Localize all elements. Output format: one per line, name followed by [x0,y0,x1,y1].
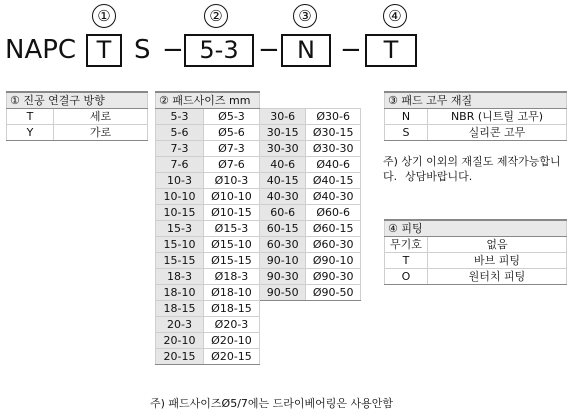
pad-size-dim: Ø15-10 [203,237,259,253]
table-row [156,317,361,333]
code-dash-2: − [258,35,280,65]
pad-size-dim: Ø40-6 [306,157,361,173]
table-row [156,109,361,125]
pad-size-code: 60-30 [260,237,306,253]
code-box-material: N [281,34,331,67]
pad-size-code: 15-10 [156,237,204,253]
pad-size-code: 30-30 [260,141,306,157]
material-code: S [385,125,428,141]
pad-size-code: 10-10 [156,189,204,205]
fitting-code: T [385,253,428,269]
pad-size-dim: Ø15-15 [203,253,259,269]
pad-size-code: 7-6 [156,157,204,173]
pad-size-code: 5-3 [156,109,204,125]
pad-size-dim: Ø30-30 [306,141,361,157]
code-letter-s: S [134,35,151,65]
pad-size-note: 주) 패드사이즈Ø5/7에는 드라이베어링은 사용안함 [150,397,394,410]
marker-4: ④ [383,4,407,28]
empty-cell [306,301,361,317]
pad-size-dim: Ø10-3 [203,173,259,189]
empty-cell [306,349,361,365]
table-row [156,205,361,221]
code-box-connection: T [86,34,122,67]
pad-size-code: 60-6 [260,205,306,221]
pad-size-dim: Ø18-10 [203,285,259,301]
pad-size-code: 20-3 [156,317,204,333]
pad-size-dim: Ø18-3 [203,269,259,285]
material-code: N [385,109,428,125]
pad-size-dim: Ø18-15 [203,301,259,317]
table-row [385,269,567,285]
fitting-code: O [385,269,428,285]
pad-size-table-title: ② 패드사이즈 mm [156,92,260,109]
table-row [385,109,567,125]
pad-size-dim: Ø10-10 [203,189,259,205]
pad-size-dim: Ø20-10 [203,333,259,349]
model-code [0,0,572,80]
pad-size-dim: Ø30-15 [306,125,361,141]
pad-size-code: 10-3 [156,173,204,189]
table-row [156,333,361,349]
pad-size-table [155,91,361,365]
pad-size-code: 60-15 [260,221,306,237]
pad-size-dim: Ø60-15 [306,221,361,237]
table-row [156,269,361,285]
code-box-pad-size: 5-3 [184,34,254,67]
table-row [156,157,361,173]
pad-size-dim: Ø5-6 [203,125,259,141]
fitting-desc: 원터치 피팅 [428,269,567,285]
material-note-line1: 주) 상기 이외의 재질도 제작가능합니다. [383,155,561,183]
table-row [385,125,567,141]
pad-size-dim: Ø40-15 [306,173,361,189]
table-row [156,141,361,157]
fitting-desc: 없음 [428,237,567,253]
material-note-line2: 상담바랍니다. [405,170,473,183]
pad-size-dim: Ø40-30 [306,189,361,205]
code-dash-1: − [162,35,184,65]
pad-size-dim: Ø7-3 [203,141,259,157]
empty-cell [260,333,306,349]
pad-size-dim: Ø15-3 [203,221,259,237]
connection-desc: 세로 [54,109,148,125]
pad-size-dim: Ø60-30 [306,237,361,253]
pad-size-code: 18-10 [156,285,204,301]
connection-table-title: ① 진공 연결구 방향 [7,92,148,109]
pad-size-dim: Ø5-3 [203,109,259,125]
connection-code: Y [7,125,54,141]
empty-cell [306,317,361,333]
code-box-fitting: T [365,34,417,67]
pad-size-code: 18-15 [156,301,204,317]
marker-3: ③ [293,4,317,28]
pad-size-code: 40-15 [260,173,306,189]
table-row [385,237,567,253]
fitting-table [384,219,567,285]
material-desc: NBR (니트릴 고무) [428,109,567,125]
marker-2: ② [204,4,228,28]
empty-cell [260,349,306,365]
pad-size-dim: Ø20-3 [203,317,259,333]
pad-size-code: 40-30 [260,189,306,205]
table-row [156,301,361,317]
pad-size-code: 20-15 [156,349,204,365]
pad-size-dim: Ø60-6 [306,205,361,221]
table-row [156,189,361,205]
connection-code: T [7,109,54,125]
empty-cell [260,317,306,333]
table-row [156,125,361,141]
fitting-code: 무기호 [385,237,428,253]
material-desc: 실리콘 고무 [428,125,567,141]
pad-size-code: 18-3 [156,269,204,285]
fitting-desc: 바브 피팅 [428,253,567,269]
model-prefix: NAPC [5,35,77,65]
pad-size-dim: Ø30-6 [306,109,361,125]
pad-size-dim: Ø90-50 [306,285,361,301]
pad-size-code: 5-6 [156,125,204,141]
pad-size-dim: Ø90-10 [306,253,361,269]
pad-size-code: 30-15 [260,125,306,141]
table-row [156,285,361,301]
pad-size-dim: Ø7-6 [203,157,259,173]
table-row [7,109,148,125]
table-row [156,173,361,189]
material-table [384,91,567,141]
pad-size-code: 90-30 [260,269,306,285]
marker-1: ① [92,4,116,28]
connection-desc: 가로 [54,125,148,141]
pad-size-code: 90-10 [260,253,306,269]
table-row [156,221,361,237]
table-row [7,125,148,141]
pad-size-code: 15-15 [156,253,204,269]
pad-size-dim: Ø20-15 [203,349,259,365]
pad-size-code: 90-50 [260,285,306,301]
pad-size-dim: Ø90-30 [306,269,361,285]
table-row [156,237,361,253]
pad-size-dim: Ø10-15 [203,205,259,221]
empty-cell [260,301,306,317]
table-row [156,349,361,365]
pad-size-code: 30-6 [260,109,306,125]
table-row [156,253,361,269]
pad-size-code: 15-3 [156,221,204,237]
pad-size-code: 10-15 [156,205,204,221]
pad-size-code: 20-10 [156,333,204,349]
pad-size-code: 40-6 [260,157,306,173]
empty-cell [306,333,361,349]
fitting-table-title: ④ 피팅 [385,220,567,237]
connection-table [6,91,148,141]
code-dash-3: − [340,35,362,65]
table-row [385,253,567,269]
material-table-title: ③ 패드 고무 재질 [385,92,567,109]
pad-size-code: 7-3 [156,141,204,157]
